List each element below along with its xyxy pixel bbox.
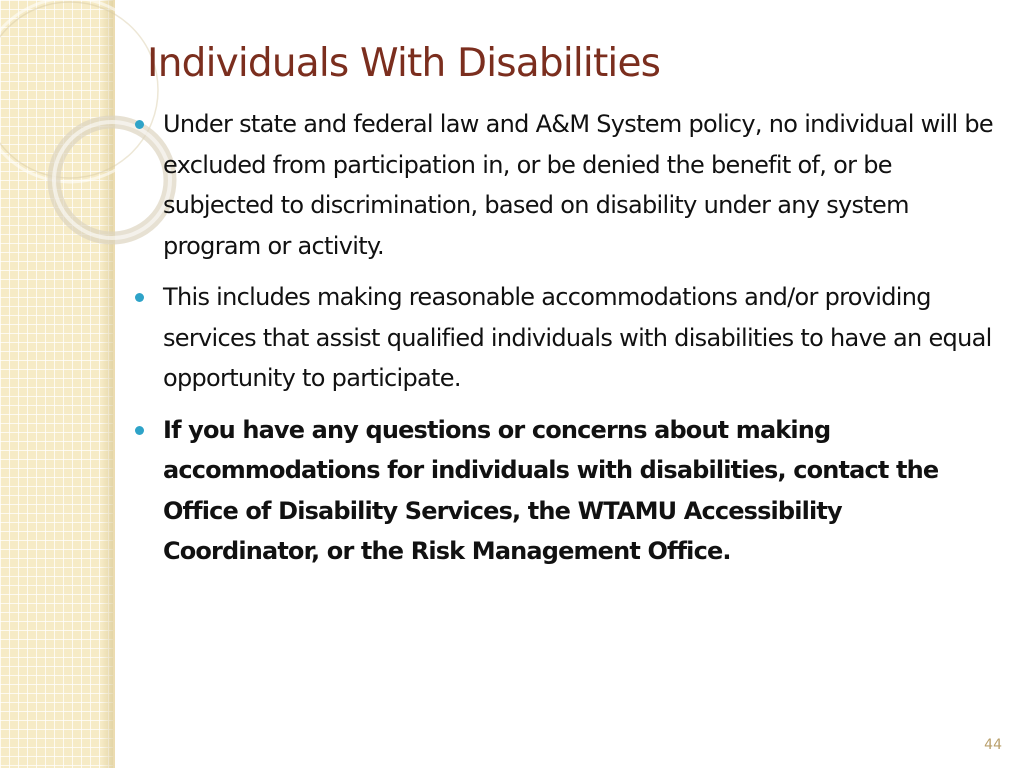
slide-title: Individuals With Disabilities (147, 41, 661, 86)
bullet-icon (135, 426, 144, 435)
bullet-item (135, 277, 995, 399)
slide-number: 44 (984, 737, 1002, 753)
bullet-list (135, 104, 995, 583)
bullet-icon (135, 293, 144, 302)
bullet-item-emphasis (135, 410, 995, 572)
bullet-text: If you have any questions or concerns about making accommodations for individuals with disabilities, contact the Office of Disability Services, the WTAMU Accessibility Coordinator, or the Risk Management Office. (163, 415, 939, 565)
bullet-text: Under state and federal law and A&M System policy, no individual will be excluded from participation in, or be denied the benefit of, or be subjected to discrimination, based on disability under any system program or activity. (163, 110, 993, 260)
bullet-text: This includes making reasonable accommodations and/or providing services that assist qualified individuals with disabilities to have an equal opportunity to participate. (163, 283, 992, 392)
bullet-icon (135, 120, 144, 129)
bullet-item (135, 104, 995, 266)
